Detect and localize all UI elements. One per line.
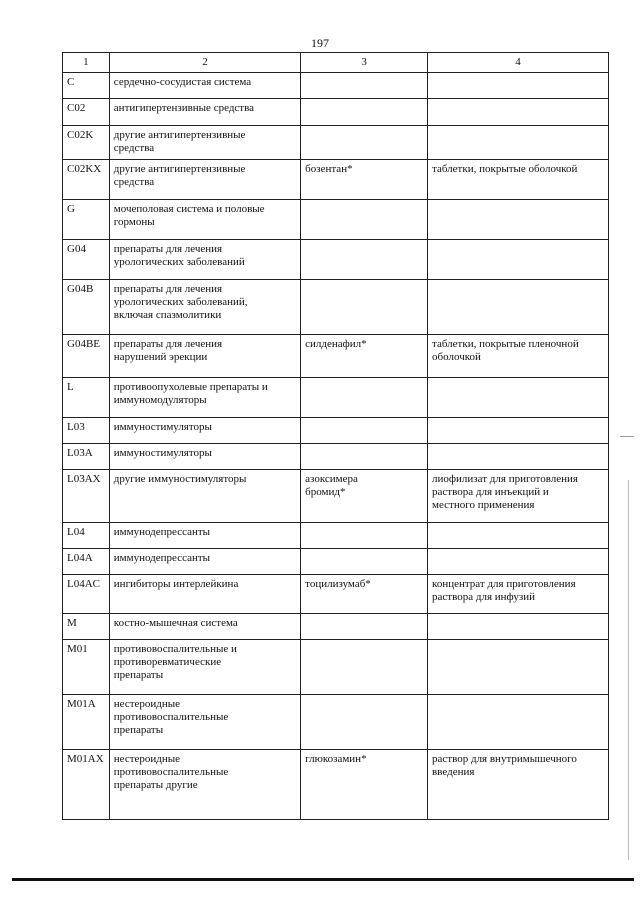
table-row [63, 549, 609, 575]
cell-code: L03 [63, 418, 110, 444]
cell-name: костно-мышечная система [109, 614, 300, 640]
cell-drug [301, 378, 428, 418]
cell-drug: бозентан* [301, 160, 428, 200]
cell-name: нестероидные противовоспалительные препараты [109, 695, 300, 750]
cell-name: антигипертензивные средства [109, 99, 300, 126]
table-row [63, 470, 609, 523]
cell-name: другие антигипертензивные средства [109, 126, 300, 160]
cell-name: другие иммуностимуляторы [109, 470, 300, 523]
table-header-row [63, 53, 609, 73]
table-row [63, 378, 609, 418]
header-cell-4: 4 [428, 53, 609, 73]
table-row [63, 695, 609, 750]
cell-name: иммуностимуляторы [109, 444, 300, 470]
table-row [63, 444, 609, 470]
cell-drug [301, 640, 428, 695]
table-row [63, 418, 609, 444]
cell-code: G04BE [63, 335, 110, 378]
cell-name: другие антигипертензивные средства [109, 160, 300, 200]
cell-form [428, 280, 609, 335]
table-row [63, 575, 609, 614]
cell-drug: силденафил* [301, 335, 428, 378]
cell-form [428, 549, 609, 575]
cell-code: M01 [63, 640, 110, 695]
cell-drug [301, 126, 428, 160]
table-row [63, 73, 609, 99]
table-body [63, 73, 609, 820]
cell-drug [301, 444, 428, 470]
cell-name: противоопухолевые препараты и иммуномодуляторы [109, 378, 300, 418]
cell-name: противовоспалительные и противоревматические препараты [109, 640, 300, 695]
page-number: 197 [311, 36, 329, 50]
table-row [63, 523, 609, 549]
cell-drug: азоксимера бромид* [301, 470, 428, 523]
table-row [63, 99, 609, 126]
scan-edge-line [628, 480, 629, 860]
cell-drug [301, 280, 428, 335]
cell-code: G04 [63, 240, 110, 280]
table-row [63, 640, 609, 695]
cell-code: M01AX [63, 750, 110, 820]
table-row [63, 126, 609, 160]
cell-form [428, 378, 609, 418]
cell-name: мочеполовая система и половые гормоны [109, 200, 300, 240]
cell-form: таблетки, покрытые пленочной оболочкой [428, 335, 609, 378]
table-row [63, 614, 609, 640]
cell-form: раствор для внутримышечного введения [428, 750, 609, 820]
cell-code: L [63, 378, 110, 418]
cell-drug [301, 99, 428, 126]
cell-drug [301, 418, 428, 444]
cell-code: G04B [63, 280, 110, 335]
cell-form [428, 200, 609, 240]
cell-code: C02K [63, 126, 110, 160]
cell-name: иммуностимуляторы [109, 418, 300, 444]
table-row [63, 750, 609, 820]
cell-code: C02 [63, 99, 110, 126]
cell-drug [301, 240, 428, 280]
cell-drug [301, 73, 428, 99]
cell-code: L04AC [63, 575, 110, 614]
cell-code: M01A [63, 695, 110, 750]
cell-name: сердечно-сосудистая система [109, 73, 300, 99]
cell-code: L04 [63, 523, 110, 549]
header-cell-1: 1 [63, 53, 110, 73]
cell-code: C02KX [63, 160, 110, 200]
cell-form [428, 99, 609, 126]
table-row [63, 200, 609, 240]
cell-form [428, 640, 609, 695]
cell-form: концентрат для приготовления раствора для инфузий [428, 575, 609, 614]
cell-drug [301, 549, 428, 575]
cell-name: ингибиторы интерлейкина [109, 575, 300, 614]
cell-name: нестероидные противовоспалительные препараты другие [109, 750, 300, 820]
cell-name: иммунодепрессанты [109, 549, 300, 575]
cell-form [428, 418, 609, 444]
cell-form [428, 126, 609, 160]
cell-drug [301, 614, 428, 640]
cell-code: M [63, 614, 110, 640]
cell-name: препараты для лечения урологических заболеваний [109, 240, 300, 280]
cell-code: L03AX [63, 470, 110, 523]
table-row [63, 280, 609, 335]
cell-code: C [63, 73, 110, 99]
drug-table [62, 52, 609, 820]
cell-drug [301, 695, 428, 750]
cell-form [428, 523, 609, 549]
cell-form [428, 240, 609, 280]
cell-form [428, 614, 609, 640]
cell-name: иммунодепрессанты [109, 523, 300, 549]
cell-drug: глюкозамин* [301, 750, 428, 820]
cell-name: препараты для лечения нарушений эрекции [109, 335, 300, 378]
header-cell-3: 3 [301, 53, 428, 73]
cell-code: L04A [63, 549, 110, 575]
scan-edge-mark [620, 436, 634, 437]
cell-code: G [63, 200, 110, 240]
cell-form [428, 73, 609, 99]
table-row [63, 335, 609, 378]
cell-form [428, 695, 609, 750]
table-row [63, 160, 609, 200]
cell-drug [301, 200, 428, 240]
cell-code: L03A [63, 444, 110, 470]
cell-form [428, 444, 609, 470]
bottom-rule [12, 878, 634, 881]
header-cell-2: 2 [109, 53, 300, 73]
cell-form: лиофилизат для приготовления раствора для инъекций и местного применения [428, 470, 609, 523]
table-row [63, 240, 609, 280]
cell-drug: тоцилизумаб* [301, 575, 428, 614]
cell-drug [301, 523, 428, 549]
cell-name: препараты для лечения урологических заболеваний, включая спазмолитики [109, 280, 300, 335]
cell-form: таблетки, покрытые оболочкой [428, 160, 609, 200]
